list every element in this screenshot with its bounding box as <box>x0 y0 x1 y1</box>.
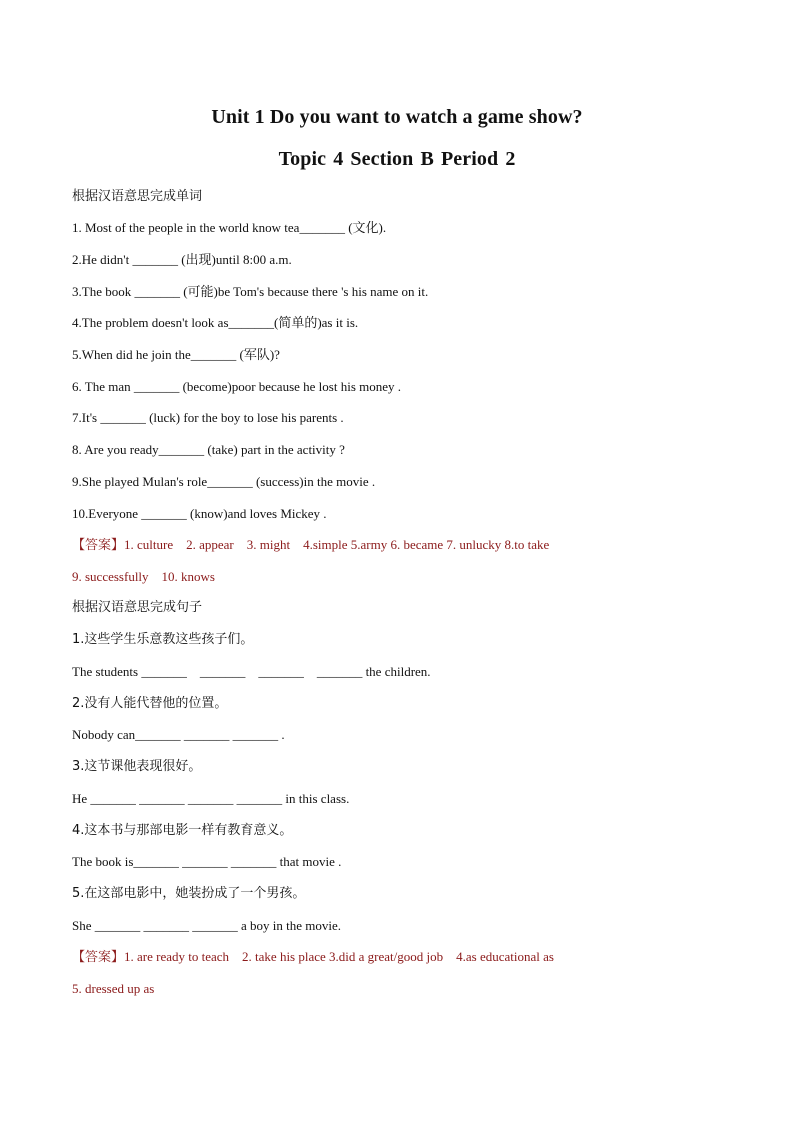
word-question: 1. Most of the people in the world know tea_______ (文化). <box>72 220 387 235</box>
answer-text: 1. culture 2. appear 3. might 4.simple 5.army 6. became 7. unlucky 8.to take <box>124 537 550 552</box>
section2-answer <box>72 949 554 966</box>
word-question: 5.When did he join the_______ (军队)? <box>72 347 280 362</box>
sentence-cn: 1.这些学生乐意教这些孩子们。 <box>72 632 254 647</box>
word-question: 9.She played Mulan's role_______ (success)in the movie . <box>72 474 376 489</box>
answer-tag: 【答案】 <box>72 538 125 553</box>
answer-text: 1. are ready to teach 2. take his place 3.did a great/good job 4.as educational as <box>124 949 554 964</box>
sentence-en: He _______ _______ _______ _______ in this class. <box>72 791 350 806</box>
section1-answer-cont: 9. successfully 10. knows <box>72 569 215 584</box>
sentence-en: The book is_______ _______ _______ that movie . <box>72 854 342 869</box>
section2-answer-cont: 5. dressed up as <box>72 981 155 996</box>
word-question: 4.The problem doesn't look as_______(简单的)as it is. <box>72 315 359 330</box>
word-question: 7.It's _______ (luck) for the boy to lose his parents . <box>72 410 344 425</box>
word-question: 2.He didn't _______ (出现)until 8:00 a.m. <box>72 252 292 267</box>
section1-heading: 根据汉语意思完成单词 <box>72 189 203 204</box>
word-question: 10.Everyone _______ (know)and loves Mickey . <box>72 506 327 521</box>
section2-heading: 根据汉语意思完成句子 <box>72 600 203 615</box>
document-subtitle: Topic 4 Section B Period 2 <box>278 148 516 170</box>
sentence-en: The students _______ _______ _______ _______ the children. <box>72 664 431 679</box>
word-question: 3.The book _______ (可能)be Tom's because there 's his name on it. <box>72 284 429 299</box>
sentence-en: Nobody can_______ _______ _______ . <box>72 727 285 742</box>
sentence-en: She _______ _______ _______ a boy in the movie. <box>72 918 342 933</box>
word-question: 6. The man _______ (become)poor because he lost his money . <box>72 379 402 394</box>
sentence-cn: 4.这本书与那部电影一样有教育意义。 <box>72 823 293 838</box>
document-title: Unit 1 Do you want to watch a game show? <box>211 106 583 128</box>
word-question: 8. Are you ready_______ (take) part in the activity ? <box>72 442 345 457</box>
section1-answer <box>72 537 549 554</box>
sentence-cn: 2.没有人能代替他的位置。 <box>72 696 228 711</box>
answer-tag: 【答案】 <box>72 950 125 965</box>
sentence-cn: 5.在这部电影中，她装扮成了一个男孩。 <box>72 886 306 901</box>
sentence-cn: 3.这节课他表现很好。 <box>72 759 202 774</box>
